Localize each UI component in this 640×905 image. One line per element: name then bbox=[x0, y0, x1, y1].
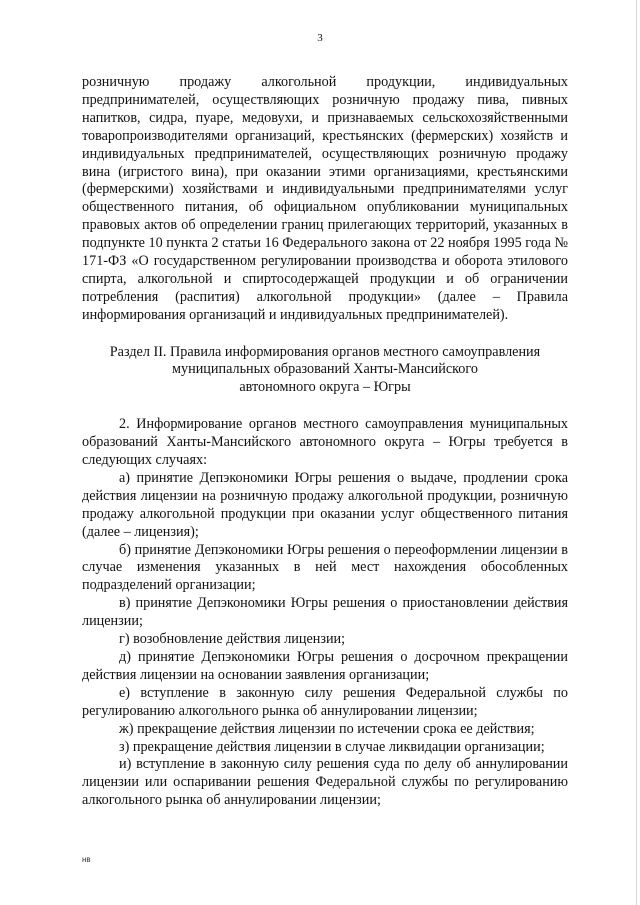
paragraph-intro: розничную продажу алкогольной продукции, индивидуальных предпринимателей, осуществляющих розничную продажу пива, пивных напитков, сидра, пуаре, медовухи, и признаваемых сельскохозяйственными товаропроизводителями организаций, крестьянских (фермерских) хозяйств и индивидуальных предпринимателей, осуществляющих розничную продажу вина (игристого вина), при оказании этими организациями, крестьянскими (фермерскими) хозяйствами и индивидуальными предпринимателями услуг общественного питания, об официальном опубликовании муниципальных правовых актов об определении границ прилегающих территорий, указанных в подпункте 10 пункта 2 статьи 16 Федерального закона от 22 ноября 1995 года № 171-ФЗ «О государственном регулировании производства и оборота этилового спирта, алкогольной и спиртосодержащей продукции и об ограничении потребления (распития) алкогольной продукции» (далее – Правила информирования организаций и индивидуальных предпринимателей). bbox=[82, 74, 568, 323]
section-heading bbox=[82, 344, 568, 397]
footer-mark: нв bbox=[82, 855, 91, 864]
paragraph-item-2: 2. Информирование органов местного самоуправления муниципальных образований Ханты-Мансийского автономного округа – Югры требуется в следующих случаях: bbox=[82, 416, 568, 468]
section-heading-line-3: автономного округа – Югры bbox=[239, 378, 411, 395]
list-item-z: з) прекращение действия лицензии в случае ликвидации организации; bbox=[119, 738, 545, 755]
list-item-zh: ж) прекращение действия лицензии по истечении срока ее действия; bbox=[119, 720, 535, 737]
list-item-i: и) вступление в законную силу решения суда по делу об аннулировании лицензии или оспаривании решения Федеральной службы по регулированию алкогольного рынка об аннулировании лицензии; bbox=[82, 756, 568, 809]
scan-edge-line bbox=[636, 0, 637, 905]
page-number: 3 bbox=[317, 32, 323, 44]
document-body bbox=[82, 74, 568, 810]
section-heading-line-2: муниципальных образований Ханты-Мансийского bbox=[172, 361, 478, 378]
list-item-g: г) возобновление действия лицензии; bbox=[119, 631, 346, 648]
list-item-v: в) принятие Депэкономики Югры решения о приостановлении действия лицензии; bbox=[82, 595, 568, 630]
list-item-e: е) вступление в законную силу решения Федеральной службы по регулированию алкогольного рынка об аннулировании лицензии; bbox=[82, 684, 568, 719]
list-item-b: б) принятие Депэкономики Югры решения о переоформлении лицензии в случае изменения указанных в ней мест нахождения обособленных подразделений организации; bbox=[82, 541, 568, 594]
section-heading-line-1: Раздел II. Правила информирования органов местного самоуправления bbox=[109, 343, 541, 360]
list-item-d: д) принятие Депэкономики Югры решения о досрочном прекращении действия лицензии на основании заявления организации; bbox=[82, 648, 568, 683]
list-item-a: а) принятие Депэкономики Югры решения о выдаче, продлении срока действия лицензии на розничную продажу алкогольной продукции, розничную продажу алкогольной продукции при оказании услуг общественного питания (далее – лицензия); bbox=[82, 469, 568, 540]
